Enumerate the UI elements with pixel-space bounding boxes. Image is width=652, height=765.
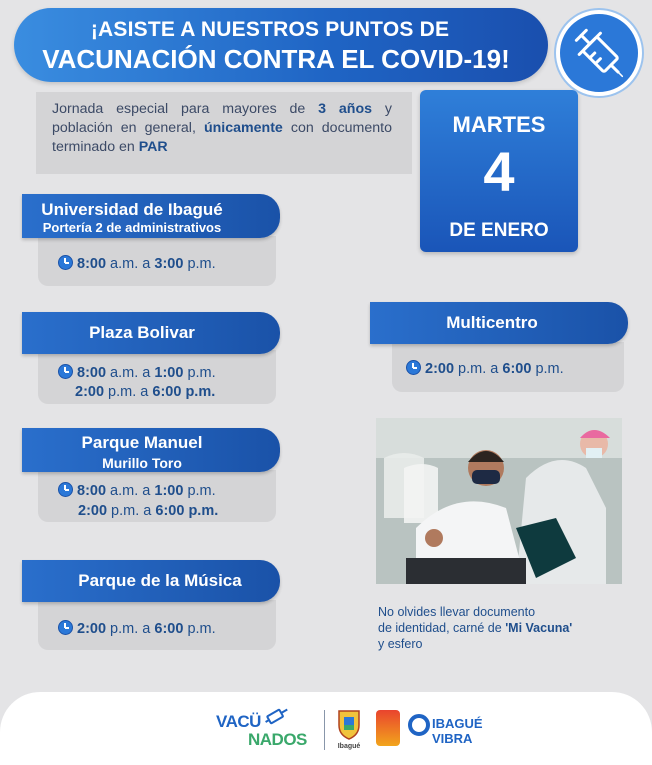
info-age: 3 años <box>318 101 373 117</box>
time-line: 2:00 p.m. a 6:00 p.m. <box>75 384 216 400</box>
clock-icon <box>58 482 73 497</box>
vaccination-photo <box>376 418 622 584</box>
ibague-vibra-line-1: IBAGUÉ <box>432 716 483 731</box>
header-line-1: ¡ASISTE A NUESTROS PUNTOS DE <box>90 18 450 41</box>
note-line-2: de identidad, carné de 'Mi Vacuna' <box>378 621 573 635</box>
time-line: 8:00 a.m. a 3:00 p.m. <box>58 255 216 272</box>
ibague-vibra-line-2: VIBRA <box>432 731 473 746</box>
footer-bar <box>0 692 652 765</box>
musical-capital-logo-icon <box>376 710 400 746</box>
time-line: 2:00 p.m. a 6:00 p.m. <box>78 503 219 519</box>
time-line: 2:00 p.m. a 6:00 p.m. <box>58 620 216 637</box>
reminder-note <box>378 604 628 652</box>
info-text-3: con documento terminado en <box>52 120 392 155</box>
syringe-logo-icon <box>262 706 290 731</box>
clock-icon <box>58 620 73 635</box>
clock-icon <box>58 364 73 379</box>
vacunados-logo-top: VACÜ <box>216 712 261 731</box>
note-line-3: y esfero <box>378 637 423 651</box>
date-weekday: MARTES <box>452 112 546 137</box>
alcaldia-caption: Ibagué <box>337 743 361 750</box>
info-text-2: y población en general, <box>52 101 392 136</box>
place-title: Universidad de Ibagué <box>41 200 223 219</box>
place-title: Parque de la Música <box>78 571 242 590</box>
vacunados-logo-bottom: NADOS <box>248 730 307 749</box>
place-title: Plaza Bolivar <box>89 323 195 342</box>
info-par: PAR <box>138 139 168 155</box>
place-title: Multicentro <box>446 313 538 332</box>
info-text-1: Jornada especial para mayores de <box>52 101 319 117</box>
clock-icon <box>406 360 421 375</box>
date-day: 4 <box>483 140 515 203</box>
alcaldia-shield-icon <box>336 708 362 745</box>
footer-divider <box>324 710 325 750</box>
header-line-2: VACUNACIÓN CONTRA EL COVID-19! <box>42 44 510 74</box>
clock-icon <box>58 255 73 270</box>
date-month: DE ENERO <box>449 220 549 241</box>
syringe-icon <box>556 10 642 96</box>
place-subtitle: Portería 2 de administrativos <box>42 220 222 235</box>
time-line: 2:00 p.m. a 6:00 p.m. <box>406 360 564 377</box>
info-only: únicamente <box>203 120 283 136</box>
place-subtitle: Murillo Toro <box>102 455 182 471</box>
place-title: Parque Manuel <box>81 433 203 452</box>
info-text <box>52 100 392 157</box>
note-line-1: No olvides llevar documento <box>378 605 536 619</box>
time-line: 8:00 a.m. a 1:00 p.m. <box>58 482 216 499</box>
ibague-vibra-logo-icon <box>408 714 430 736</box>
time-line: 8:00 a.m. a 1:00 p.m. <box>58 364 216 381</box>
